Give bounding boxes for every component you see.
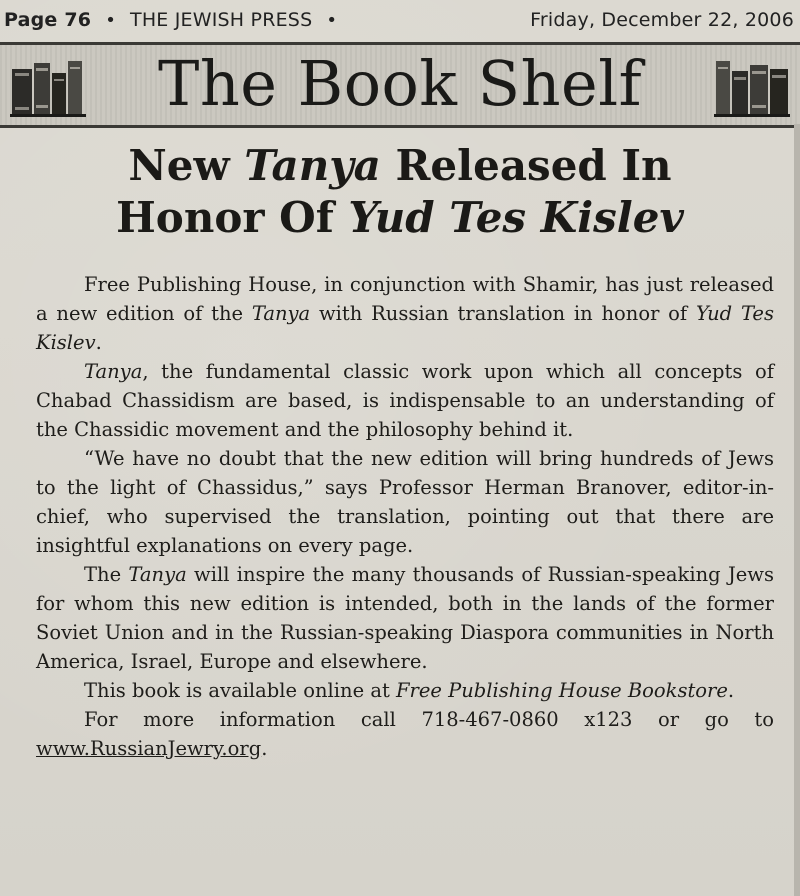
- page-header: [0, 0, 800, 40]
- paragraph: Tanya, the fundamental classic work upon which all concepts of Chabad Chassidism are based, is indispensable to an understanding of the Chassidic movement and the philosophy behind it.: [36, 360, 774, 441]
- page-number: Page 76: [4, 9, 92, 31]
- publication-date: Friday, December 22, 2006: [530, 9, 794, 31]
- paragraph: For more information call 718-467-0860 x123 or go to www.RussianJewry.org.: [36, 708, 774, 760]
- page-edge: [794, 124, 800, 896]
- paragraph: Free Publishing House, in conjunction with Shamir, has just released a new edition of the Tanya with Russian translation in honor of Yud Tes Kislev.: [36, 273, 774, 354]
- books-icon: [714, 53, 790, 117]
- paragraph: This book is available online at Free Publishing House Bookstore.: [84, 679, 735, 702]
- headline-line-1: New Tanya Released In: [128, 141, 672, 190]
- article-body: [36, 270, 774, 763]
- section-title: The Book Shelf: [157, 47, 643, 120]
- headline-line-2: Honor Of Yud Tes Kislev: [116, 193, 684, 242]
- section-banner: [0, 42, 800, 128]
- website-link[interactable]: www.RussianJewry.org: [36, 737, 262, 760]
- paragraph: The Tanya will inspire the many thousands of Russian-speaking Jews for whom this new edition is intended, both in the lands of the former Soviet Union and in the Russian-speaking Diaspora communities in North America, Israel, Europe and elsewhere.: [36, 563, 774, 673]
- header-separator: •: [105, 9, 117, 31]
- article-headline: [0, 140, 800, 244]
- paragraph: “We have no doubt that the new edition will bring hundreds of Jews to the light of Chassidus,” says Professor Herman Branover, editor-in-chief, who supervised the translation, pointing out that there are insightful explanations on every page.: [36, 447, 774, 557]
- publication-name: THE JEWISH PRESS: [130, 9, 313, 31]
- header-separator: •: [326, 9, 338, 31]
